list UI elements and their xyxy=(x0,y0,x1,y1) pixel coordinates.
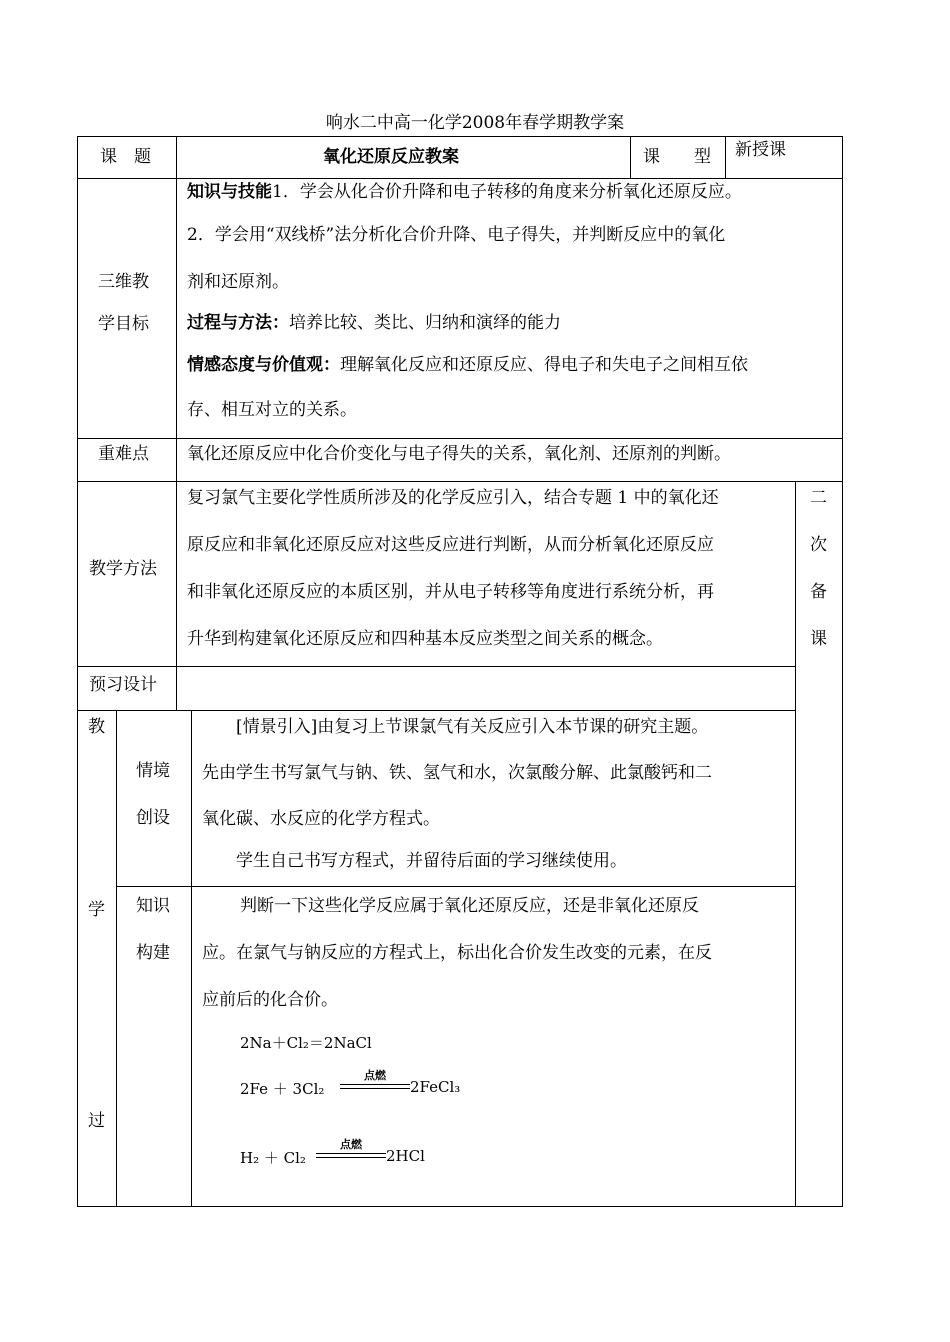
equation-na-cl2: 2Na＋Cl₂＝2NaCl xyxy=(240,1034,372,1052)
scene-line: 先由学生书写氯气与钠、铁、氢气和水，次氯酸分解、此氯酸钙和二 xyxy=(202,763,712,783)
emotion-text: 理解氧化反应和还原反应、得电子和失电子之间相互依 xyxy=(340,355,748,375)
side-note-char: 二 xyxy=(810,488,827,508)
reaction-condition-ignite: 点燃 xyxy=(364,1069,386,1082)
equals-double-line xyxy=(316,1153,386,1158)
topic-value: 氧化还原反应教案 xyxy=(323,147,459,167)
process-char: 学 xyxy=(88,900,105,920)
emotion-heading: 情感态度与价值观： xyxy=(187,355,340,375)
row-divider xyxy=(77,481,843,482)
equals-double-line xyxy=(340,1084,410,1089)
row-divider xyxy=(77,666,795,667)
knowledge-build-label-line1: 知识 xyxy=(136,896,170,916)
side-note-char: 备 xyxy=(810,582,827,602)
objectives-label-line2: 学目标 xyxy=(98,314,149,334)
process-heading: 过程与方法： xyxy=(187,313,289,333)
knowledge-line1 xyxy=(187,182,742,202)
row-divider xyxy=(77,710,795,711)
process-text: 培养比较、类比、归纳和演绎的能力 xyxy=(289,313,561,333)
process-char: 过 xyxy=(88,1111,105,1131)
equation-h2-cl2-right: 2HCl xyxy=(386,1147,425,1165)
key-points-text: 氧化还原反应中化合价变化与电子得失的关系，氧化剂、还原剂的判断。 xyxy=(187,444,731,464)
emotion-line2: 存、相互对立的关系。 xyxy=(187,400,357,420)
method-line: 原反应和非氧化还原反应对这些反应进行判断，从而分析氧化还原反应 xyxy=(187,535,714,555)
type-value: 新授课 xyxy=(735,140,786,160)
scene-label-line1: 情境 xyxy=(136,761,170,781)
knowledge-text: 1．学会从化合价升降和电子转移的角度来分析氧化还原反应。 xyxy=(272,182,742,202)
emotion-line1 xyxy=(187,355,748,375)
preview-label: 预习设计 xyxy=(89,675,157,695)
method-line: 升华到构建氧化还原反应和四种基本反应类型之间关系的概念。 xyxy=(187,629,663,649)
topic-label: 课 题 xyxy=(100,147,151,167)
side-note-char: 课 xyxy=(810,629,827,649)
knowledge-build-line: 应。在氯气与钠反应的方程式上，标出化合价发生改变的元素，在反 xyxy=(202,943,712,963)
side-note-char: 次 xyxy=(810,535,827,555)
method-line: 和非氧化还原反应的本质区别，并从电子转移等角度进行系统分析，再 xyxy=(187,582,714,602)
knowledge-heading: 知识与技能 xyxy=(187,182,272,202)
page-title: 响水二中高一化学2008年春学期教学案 xyxy=(325,113,625,133)
row-divider xyxy=(77,178,843,179)
scene-line: 氧化碳、水反应的化学方程式。 xyxy=(202,809,440,829)
objectives-label-line1: 三维教 xyxy=(98,272,149,292)
knowledge-build-line: 应前后的化合价。 xyxy=(202,990,338,1010)
method-line: 复习氯气主要化学性质所涉及的化学反应引入，结合专题 1 中的氧化还 xyxy=(187,488,719,508)
equation-fe-cl2-right: 2FeCl₃ xyxy=(410,1078,461,1096)
knowledge-build-line: 判断一下这些化学反应属于氧化还原反应，还是非氧化还原反 xyxy=(240,896,699,916)
col-divider xyxy=(630,136,631,178)
process-line xyxy=(187,313,561,333)
col-divider xyxy=(725,136,726,178)
knowledge-build-label-line2: 构建 xyxy=(136,943,170,963)
equation-fe-cl2-left: 2Fe ＋ 3Cl₂ xyxy=(240,1080,325,1098)
col-divider xyxy=(116,710,117,1207)
col-divider xyxy=(176,136,177,710)
knowledge-line3: 剂和还原剂。 xyxy=(187,272,289,292)
row-divider xyxy=(77,438,843,439)
scene-line: [情景引入]由复习上节课氯气有关反应引入本节课的研究主题。 xyxy=(236,717,709,737)
type-label: 课 型 xyxy=(643,147,711,167)
key-points-label: 重难点 xyxy=(98,444,149,464)
process-char: 教 xyxy=(88,717,105,737)
scene-label-line2: 创设 xyxy=(136,808,170,828)
scene-line: 学生自己书写方程式，并留待后面的学习继续使用。 xyxy=(236,851,627,871)
method-label: 教学方法 xyxy=(89,559,157,579)
row-divider xyxy=(116,886,795,887)
col-divider xyxy=(795,481,796,1207)
knowledge-line2: 2．学会用“双线桥”法分析化合价升降、电子得失，并判断反应中的氧化 xyxy=(187,225,726,245)
reaction-condition-ignite: 点燃 xyxy=(340,1138,362,1151)
equation-h2-cl2-left: H₂ ＋ Cl₂ xyxy=(240,1149,306,1167)
col-divider xyxy=(191,710,192,1207)
